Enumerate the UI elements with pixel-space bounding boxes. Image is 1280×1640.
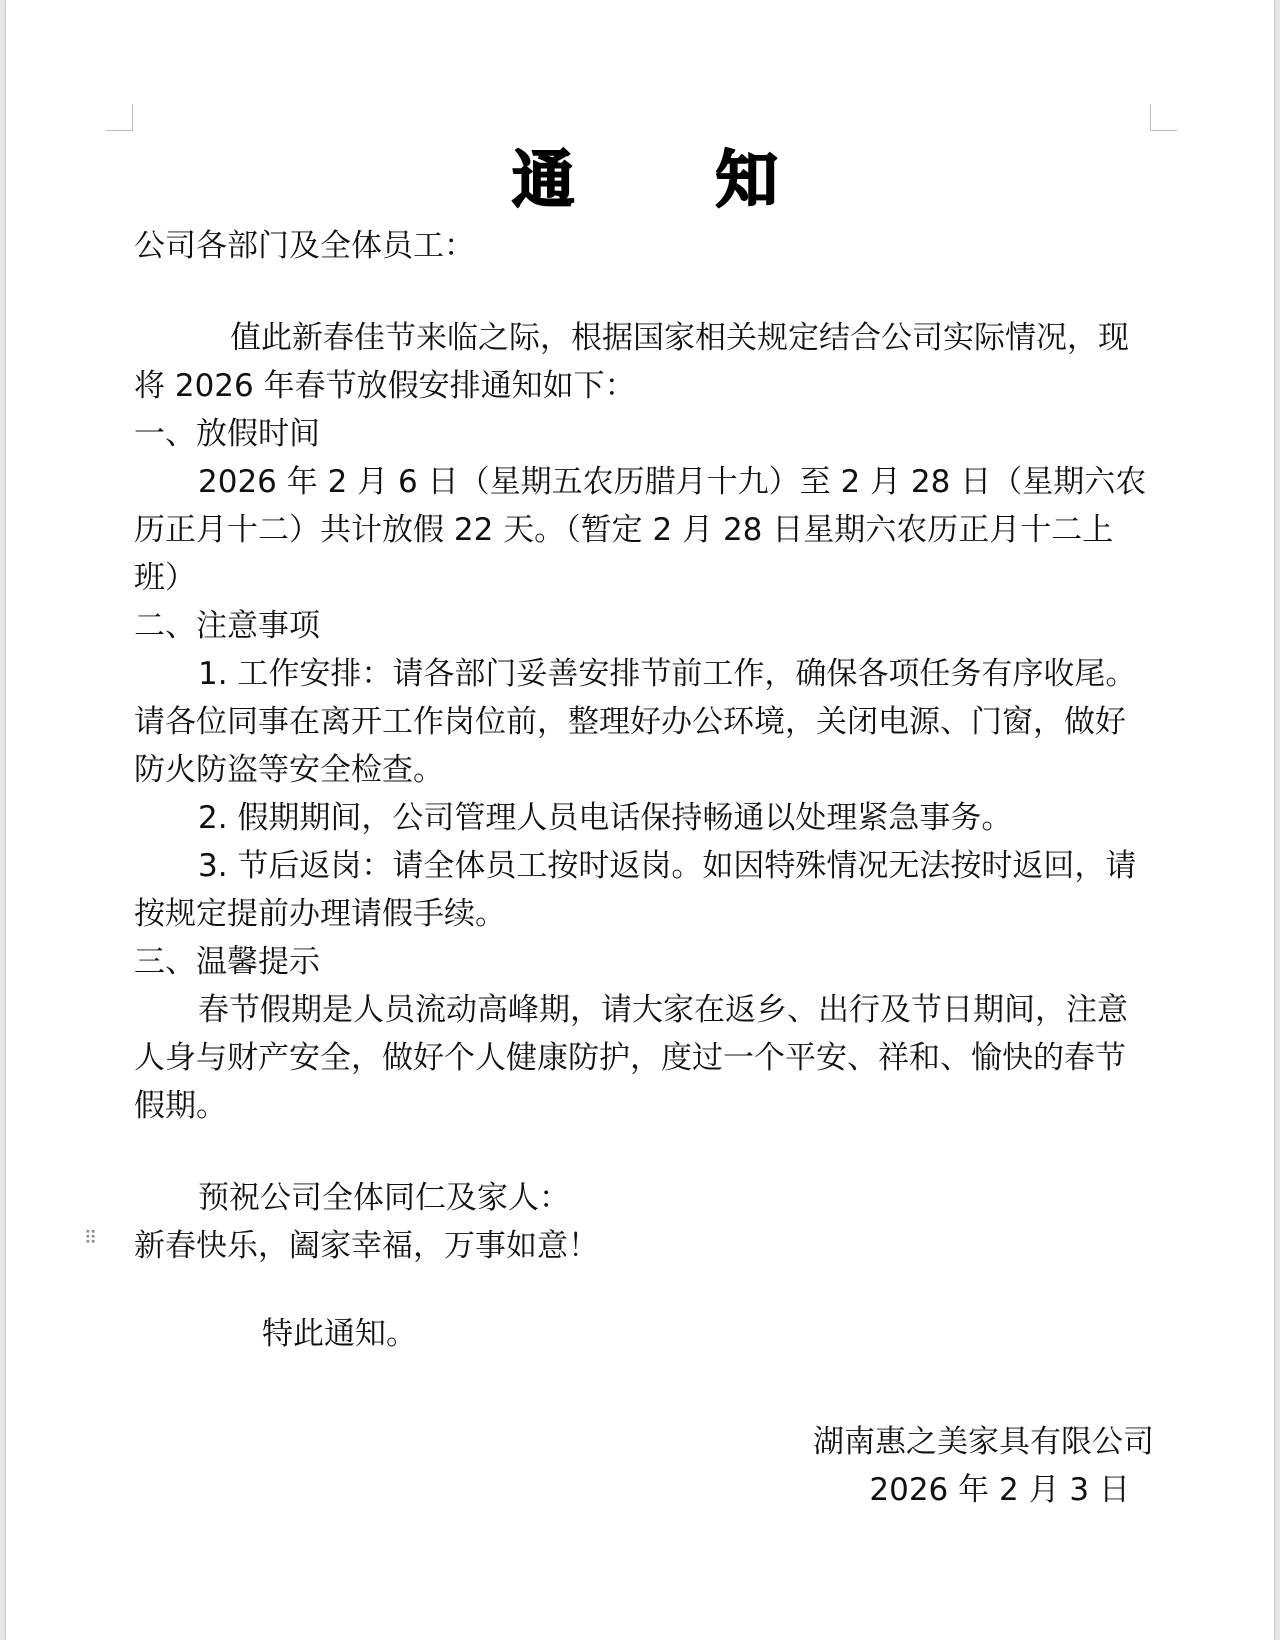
company-signature: 湖南惠之美家具有限公司 bbox=[813, 1424, 1154, 1460]
document-title: 通 知 bbox=[512, 143, 838, 216]
notice-item-3: 3. 节后返岗：请全体员工按时返岗。如因特殊情况无法按时返回，请按规定提前办理请假手续。 bbox=[134, 848, 1137, 932]
wishes-line: 新春快乐，阖家幸福，万事如意！ bbox=[134, 1228, 599, 1264]
salutation: 公司各部门及全体员工： bbox=[134, 228, 475, 264]
document-body[interactable] bbox=[134, 140, 1156, 1514]
wishes-intro: 预祝公司全体同仁及家人： bbox=[198, 1180, 570, 1216]
notice-item-2: 2. 假期期间，公司管理人员电话保持畅通以处理紧急事务。 bbox=[198, 800, 1013, 836]
intro-paragraph: 值此新春佳节来临之际，根据国家相关规定结合公司实际情况，现将 2026 年春节放假安排通知如下： bbox=[134, 320, 1129, 404]
top-left-margin-marker bbox=[106, 104, 133, 131]
section-3-body: 春节假期是人员流动高峰期，请大家在返乡、出行及节日期间，注意人身与财产安全，做好个人健康防护，度过一个平安、祥和、愉快的春节假期。 bbox=[134, 992, 1128, 1124]
section-3-heading: 三、温馨提示 bbox=[134, 944, 320, 980]
drag-handle-icon[interactable]: ⠿ bbox=[84, 1228, 98, 1249]
closing-line: 特此通知。 bbox=[262, 1316, 417, 1352]
notice-item-1: 1. 工作安排：请各部门妥善安排节前工作，确保各项任务有序收尾。请各位同事在离开工作岗位前，整理好办公环境，关闭电源、门窗，做好防火防盗等安全检查。 bbox=[134, 656, 1137, 788]
section-1-heading: 一、放假时间 bbox=[134, 416, 320, 452]
signature-date: 2026 年 2 月 3 日 bbox=[869, 1472, 1130, 1508]
section-2-heading: 二、注意事项 bbox=[134, 608, 320, 644]
top-right-margin-marker bbox=[1150, 104, 1177, 131]
section-1-body: 2026 年 2 月 6 日（星期五农历腊月十九）至 2 月 28 日（星期六农历正月十二）共计放假 22 天。（暂定 2 月 28 日星期六农历正月十二上班） bbox=[134, 464, 1147, 596]
document-page bbox=[6, 0, 1274, 1640]
